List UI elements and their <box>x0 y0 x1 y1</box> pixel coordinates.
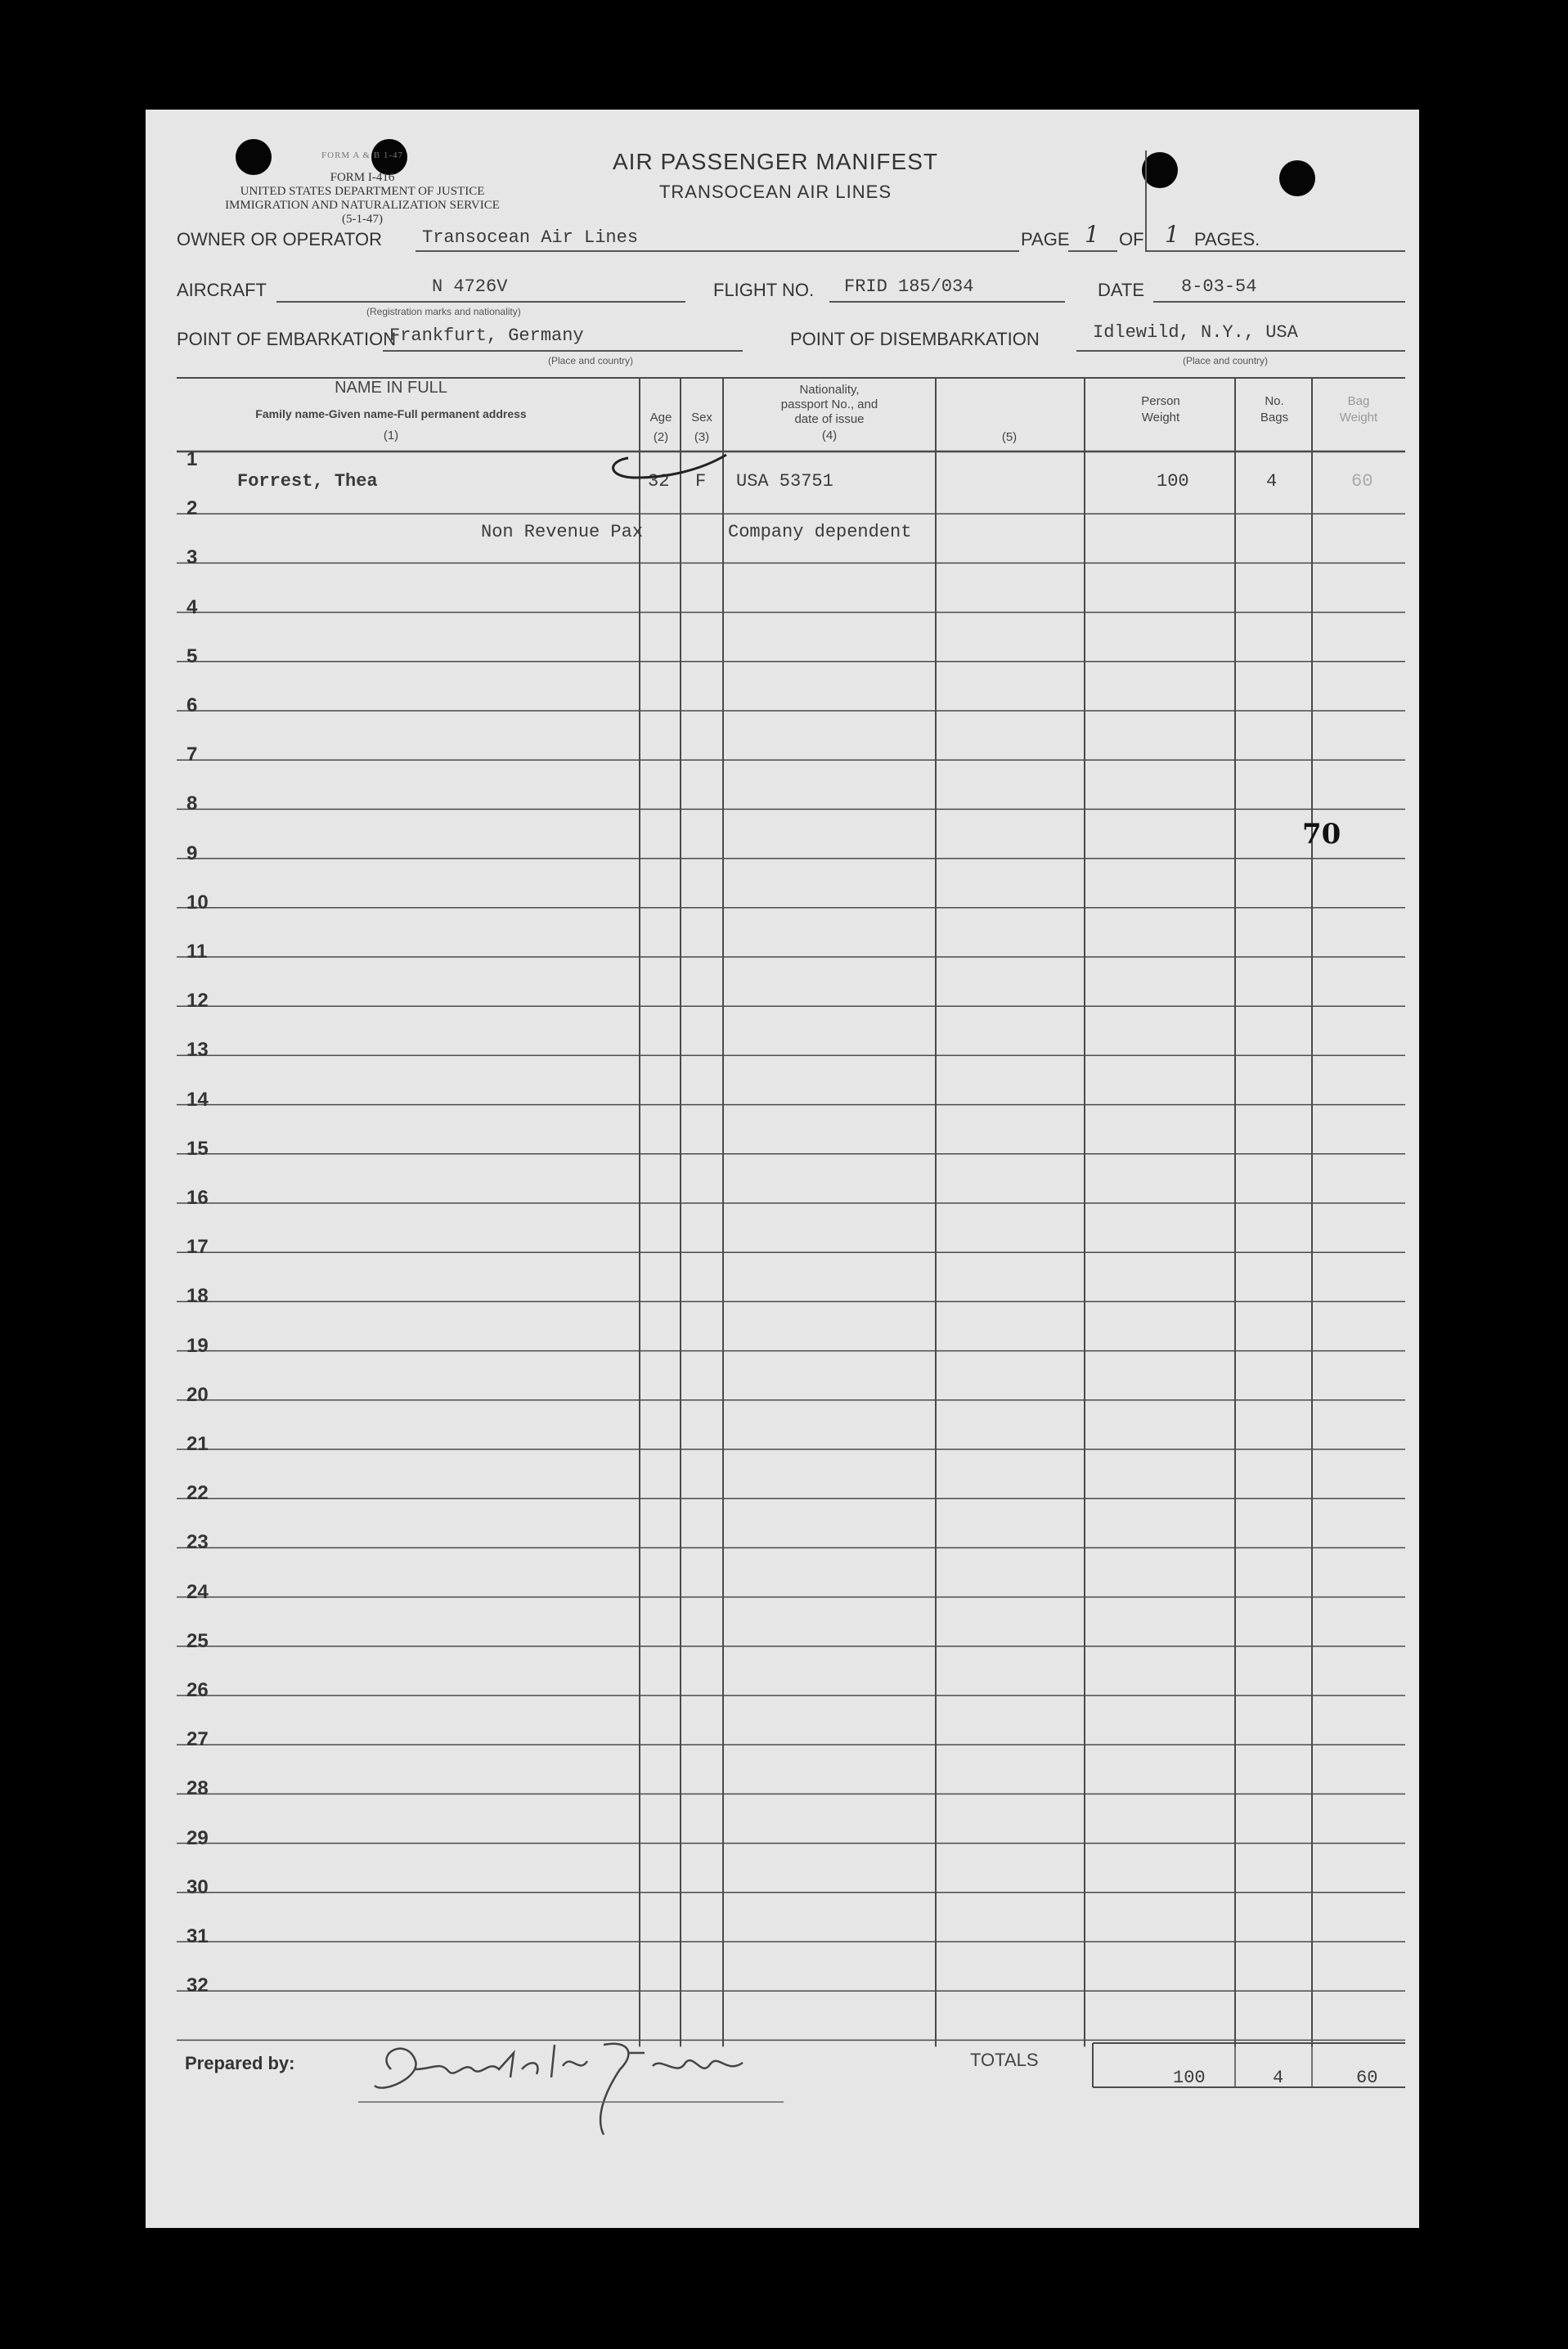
row-number: 30 <box>186 1875 209 1898</box>
signature-drawing <box>358 2020 784 2143</box>
weight-header-1: Person <box>1141 394 1180 408</box>
row-number: 5 <box>186 645 198 667</box>
disembarkation-caption: (Place and country) <box>1183 355 1269 366</box>
row-number: 8 <box>186 793 198 815</box>
row-number: 25 <box>186 1629 209 1652</box>
row-number: 20 <box>186 1383 209 1406</box>
name-header: NAME IN FULL <box>335 379 447 397</box>
title-sub: TRANSOCEAN AIR LINES <box>658 182 892 202</box>
row-number: 11 <box>186 941 208 963</box>
form-date-code: (5-1-47) <box>342 213 383 226</box>
department-name: UNITED STATES DEPARTMENT OF JUSTICE <box>240 185 485 198</box>
of-value: 1 <box>1165 221 1179 248</box>
owner-label: OWNER OR OPERATOR <box>177 229 382 249</box>
bags-header-1: No. <box>1265 394 1284 408</box>
bag-weight-header-2: Weight <box>1339 411 1378 424</box>
aircraft-value: N 4726V <box>432 276 508 297</box>
aircraft-label: AIRCRAFT <box>177 280 267 300</box>
row-number: 16 <box>186 1187 209 1209</box>
owner-value: Transocean Air Lines <box>422 227 639 248</box>
row-number: 6 <box>186 694 198 716</box>
name-col-num: (1) <box>383 429 399 442</box>
form-top: FORM A & B 1-47 <box>321 150 403 160</box>
title-main: AIR PASSENGER MANIFEST <box>613 149 938 174</box>
row-number: 22 <box>186 1482 209 1505</box>
embarkation-value: Frankfurt, Germany <box>389 326 584 346</box>
row-number: 2 <box>186 497 198 520</box>
row-number: 19 <box>186 1334 209 1357</box>
disembarkation-value: Idlewild, N.Y., USA <box>1093 322 1298 343</box>
row-number: 29 <box>186 1826 209 1849</box>
nationality-header-2: passport No., and <box>780 397 878 411</box>
form-number: FORM I-416 <box>330 171 395 184</box>
row1-weight: 100 <box>1157 471 1189 492</box>
row2-name: Non Revenue Pax <box>481 522 644 542</box>
total-weight: 100 <box>1173 2068 1206 2088</box>
disembarkation-label: POINT OF DISEMBARKATION <box>790 329 1040 349</box>
weight-header-2: Weight <box>1141 411 1180 424</box>
total-bag-weight: 60 <box>1356 2068 1378 2088</box>
sex-header: Sex <box>691 411 712 424</box>
flight-label: FLIGHT NO. <box>713 280 815 300</box>
date-label: DATE <box>1098 280 1145 300</box>
row-number: 3 <box>186 546 198 569</box>
row1-name: Forrest, Thea <box>237 471 378 492</box>
name-subheader: Family name-Given name-Full permanent address <box>255 407 527 420</box>
row-number: 15 <box>186 1137 209 1160</box>
age-col-num: (2) <box>653 430 669 444</box>
row-number: 9 <box>186 842 198 865</box>
totals-label: TOTALS <box>970 2050 1039 2070</box>
row-number: 14 <box>186 1088 209 1111</box>
aircraft-caption: (Registration marks and nationality) <box>366 306 521 317</box>
flight-value: FRID 185/034 <box>844 276 974 297</box>
row-number: 23 <box>186 1531 209 1554</box>
pages-label: PAGES. <box>1194 229 1260 249</box>
total-bags: 4 <box>1273 2068 1284 2088</box>
row-number: 31 <box>186 1925 209 1947</box>
date-value: 8-03-54 <box>1181 276 1257 297</box>
bag-weight-header-1: Bag <box>1347 394 1370 408</box>
row2-nationality: Company dependent <box>728 522 912 542</box>
nationality-header-1: Nationality, <box>799 383 860 397</box>
bags-header-2: Bags <box>1260 411 1289 424</box>
row-number: 21 <box>186 1433 209 1455</box>
row-number: 32 <box>186 1974 209 1997</box>
row-number: 18 <box>186 1285 209 1308</box>
check-mark <box>604 450 735 491</box>
of-label: OF <box>1119 229 1144 249</box>
row-number: 17 <box>186 1236 209 1259</box>
prepared-by-label: Prepared by: <box>185 2053 295 2073</box>
col5-header: (5) <box>1001 430 1018 444</box>
row-number: 27 <box>186 1728 209 1751</box>
row1-bags: 4 <box>1266 471 1278 492</box>
annotation-70: 70 <box>1302 818 1341 851</box>
page-value: 1 <box>1085 221 1099 248</box>
embarkation-label: POINT OF EMBARKATION <box>177 329 397 349</box>
row-number: 7 <box>186 743 198 766</box>
age-header: Age <box>649 411 672 424</box>
row1-nationality: USA 53751 <box>736 471 833 492</box>
row1-bag-weight: 60 <box>1351 471 1373 492</box>
sex-col-num: (3) <box>694 430 710 444</box>
page-label: PAGE <box>1021 229 1070 249</box>
row-number: 12 <box>186 990 209 1013</box>
row-number: 4 <box>186 595 198 618</box>
row1-age: 32 <box>648 471 670 492</box>
row-number: 28 <box>186 1777 209 1800</box>
embarkation-caption: (Place and country) <box>548 355 634 366</box>
row-number: 13 <box>186 1039 209 1062</box>
service-name: IMMIGRATION AND NATURALIZATION SERVICE <box>225 199 500 212</box>
row1-sex: F <box>695 471 707 492</box>
manifest-sheet <box>146 110 1419 2228</box>
row-number: 1 <box>186 448 198 470</box>
row-number: 10 <box>186 891 209 914</box>
row-number: 24 <box>186 1580 209 1603</box>
nationality-header-3: date of issue <box>794 412 865 426</box>
row-number: 26 <box>186 1679 209 1701</box>
manifest-grid <box>146 110 1419 2228</box>
nationality-col-num: (4) <box>821 429 838 442</box>
